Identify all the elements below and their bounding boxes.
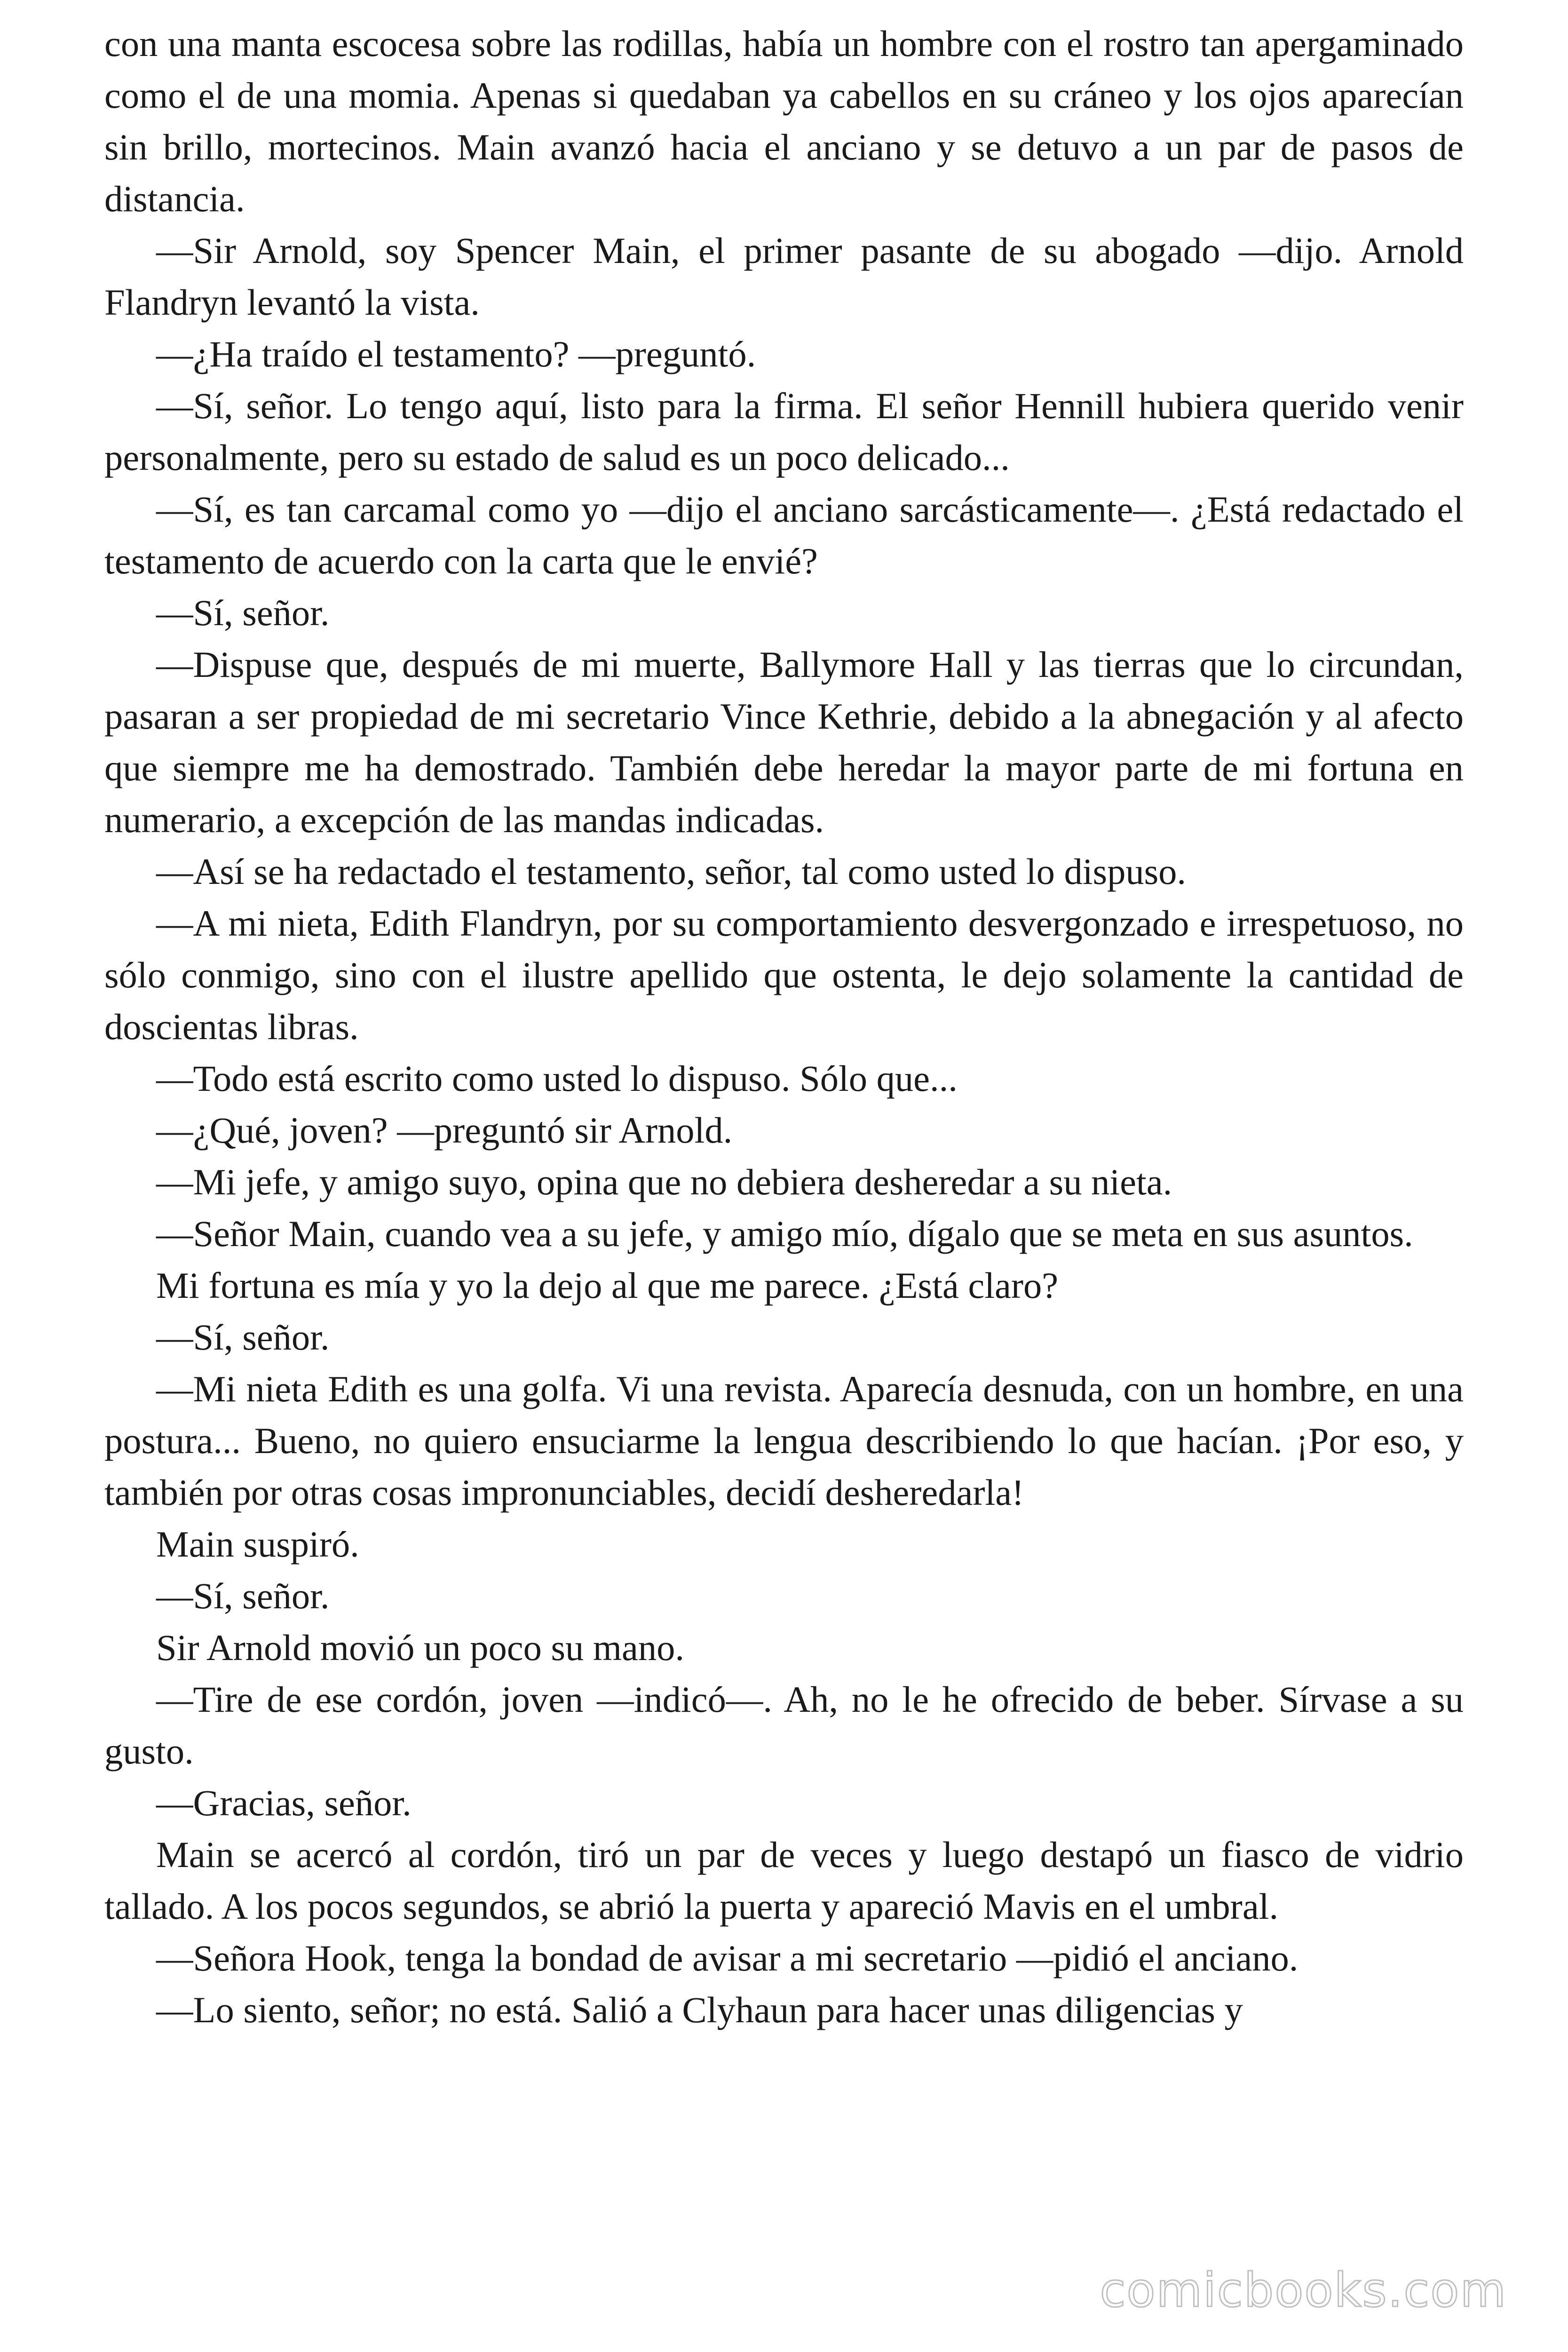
paragraph: —Sir Arnold, soy Spencer Main, el primer pasante de su abogado —dijo. Arnold Flandryn levantó la vista. xyxy=(104,230,1464,323)
paragraph: —Sí, señor. xyxy=(156,592,330,633)
watermark: comicbooks.com xyxy=(1100,2263,1507,2318)
paragraph: —Lo siento, señor; no está. Salió a Clyhaun para hacer unas diligencias y xyxy=(156,1989,1243,2030)
paragraph: —Mi jefe, y amigo suyo, opina que no debiera desheredar a su nieta. xyxy=(156,1161,1172,1202)
paragraph: —Gracias, señor. xyxy=(156,1782,412,1823)
paragraph: —Sí, señor. xyxy=(156,1317,330,1358)
paragraph: —Sí, es tan carcamal como yo —dijo el anciano sarcásticamente—. ¿Está redactado el testamento de acuerdo con la carta que le envié? xyxy=(104,489,1464,581)
paragraph: —Sí, señor. Lo tengo aquí, listo para la firma. El señor Hennill hubiera querido venir personalmente, pero su estado de salud es un poco delicado... xyxy=(104,385,1464,478)
paragraph: Sir Arnold movió un poco su mano. xyxy=(156,1627,684,1668)
paragraph: —Todo está escrito como usted lo dispuso. Sólo que... xyxy=(156,1058,958,1099)
paragraph: —Tire de ese cordón, joven —indicó—. Ah, no le he ofrecido de beber. Sírvase a su gusto. xyxy=(104,1679,1464,1772)
paragraph: —Así se ha redactado el testamento, señor, tal como usted lo dispuso. xyxy=(156,851,1186,892)
paragraph: —¿Ha traído el testamento? —preguntó. xyxy=(156,334,756,374)
paragraph: Mi fortuna es mía y yo la dejo al que me parece. ¿Está claro? xyxy=(156,1265,1059,1306)
paragraph: Main se acercó al cordón, tiró un par de veces y luego destapó un fiasco de vidrio tallado. A los pocos segundos, se abrió la puerta y apareció Mavis en el umbral. xyxy=(104,1834,1464,1927)
paragraph: —Sí, señor. xyxy=(156,1575,330,1616)
paragraph: Main suspiró. xyxy=(156,1524,359,1565)
paragraph: —Dispuse que, después de mi muerte, Ballymore Hall y las tierras que lo circundan, pasaran a ser propiedad de mi secretario Vince Kethrie, debido a la abnegación y al afecto que siempre me ha demostrado. También debe heredar la mayor parte de mi fortuna en numerario, a excepción de las mandas indicadas. xyxy=(104,644,1464,840)
book-page-text xyxy=(104,18,1464,2036)
paragraph: —Señora Hook, tenga la bondad de avisar a mi secretario —pidió el anciano. xyxy=(156,1938,1299,1979)
paragraph: —¿Qué, joven? —preguntó sir Arnold. xyxy=(156,1110,733,1151)
paragraph: —Mi nieta Edith es una golfa. Vi una revista. Aparecía desnuda, con un hombre, en una postura... Bueno, no quiero ensuciarme la lengua describiendo lo que hacían. ¡Por eso, y también por otras cosas impronunciables, decidí desheredarla! xyxy=(104,1368,1464,1513)
paragraph: —Señor Main, cuando vea a su jefe, y amigo mío, dígalo que se meta en sus asuntos. xyxy=(156,1213,1413,1254)
paragraph: con una manta escocesa sobre las rodillas, había un hombre con el rostro tan apergaminado como el de una momia. Apenas si quedaban ya cabellos en su cráneo y los ojos aparecían sin brillo, mortecinos. Main avanzó hacia el anciano y se detuvo a un par de pasos de distancia. xyxy=(104,23,1464,219)
paragraph: —A mi nieta, Edith Flandryn, por su comportamiento desvergonzado e irrespetuoso, no sólo conmigo, sino con el ilustre apellido que ostenta, le dejo solamente la cantidad de doscientas libras. xyxy=(104,903,1464,1047)
